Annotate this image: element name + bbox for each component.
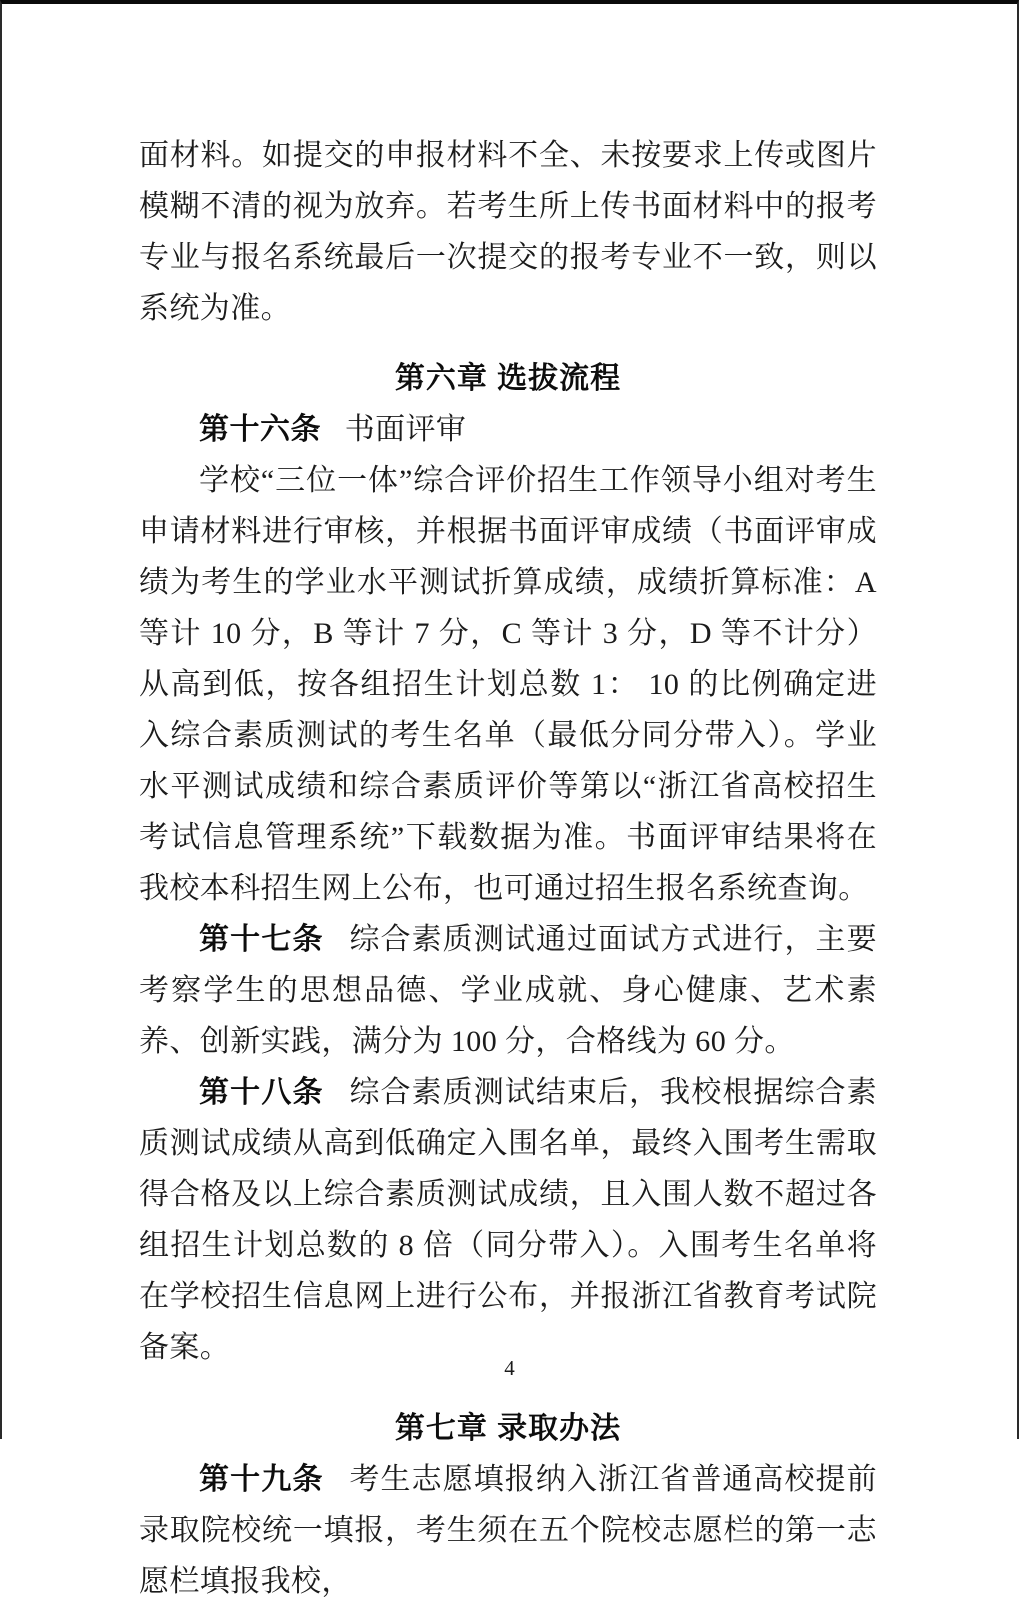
chapter-heading-seven: 第七章 录取办法 [394, 1412, 622, 1445]
article-18-paragraph [139, 1067, 877, 1373]
article-17-paragraph [139, 914, 877, 1067]
chapter-heading-six: 第六章 选拔流程 [394, 362, 622, 395]
article-16-title: 书面评审 [344, 413, 467, 446]
page-content [139, 130, 877, 1607]
article-19-label: 第十九条 [199, 1463, 324, 1496]
article-18-label: 第十八条 [199, 1076, 324, 1109]
article-16-label: 第十六条 [199, 413, 321, 446]
article-19-body: 考生志愿填报纳入浙江省普通高校提前录取院校统一填报，考生须在五个院校志愿栏的第一志愿栏填报我校， [139, 1463, 878, 1598]
spacer [139, 334, 877, 353]
paragraph-continued: 面材料。如提交的申报材料不全、未按要求上传或图片模糊不清的视为放弃。若考生所上传书面材料中的报考专业与报名系统最后一次提交的报考专业不一致，则以系统为准。 [139, 139, 877, 325]
article-17-label: 第十七条 [199, 923, 324, 956]
article-16-heading [139, 404, 877, 455]
article-19-paragraph [139, 1454, 877, 1607]
article-16-body: 学校“三位一体”综合评价招生工作领导小组对考生申请材料进行审核，并根据书面评审成绩（书面评审成绩为考生的学业水平测试折算成绩，成绩折算标准：A 等计 10 分，B 等计 7 分，C 等计 3 分，D 等不计分）从高到低，按各组招生计划总数 1： 10 的比例确定进入综合素质测试的考生名单（最低分同分带入）。学业水平测试成绩和综合素质评价等第以“浙江省高校招生考试信息管理系统”下载数据为准。书面评审结果将在我校本科招生网上公布，也可通过招生报名系统查询。 [139, 464, 877, 905]
article-18-body: 综合素质测试结束后，我校根据综合素质测试成绩从高到低确定入围名单，最终入围考生需取得合格及以上综合素质测试成绩，且入围人数不超过各组招生计划总数的 8 倍（同分带入）。入围考生名单将在学校招生信息网上进行公布，并报浙江省教育考试院备案。 [139, 1076, 878, 1364]
article-17-body: 综合素质测试通过面试方式进行，主要考察学生的思想品德、学业成就、身心健康、艺术素养、创新实践，满分为 100 分，合格线为 60 分。 [139, 923, 878, 1058]
page-number: 4 [504, 1356, 515, 1380]
